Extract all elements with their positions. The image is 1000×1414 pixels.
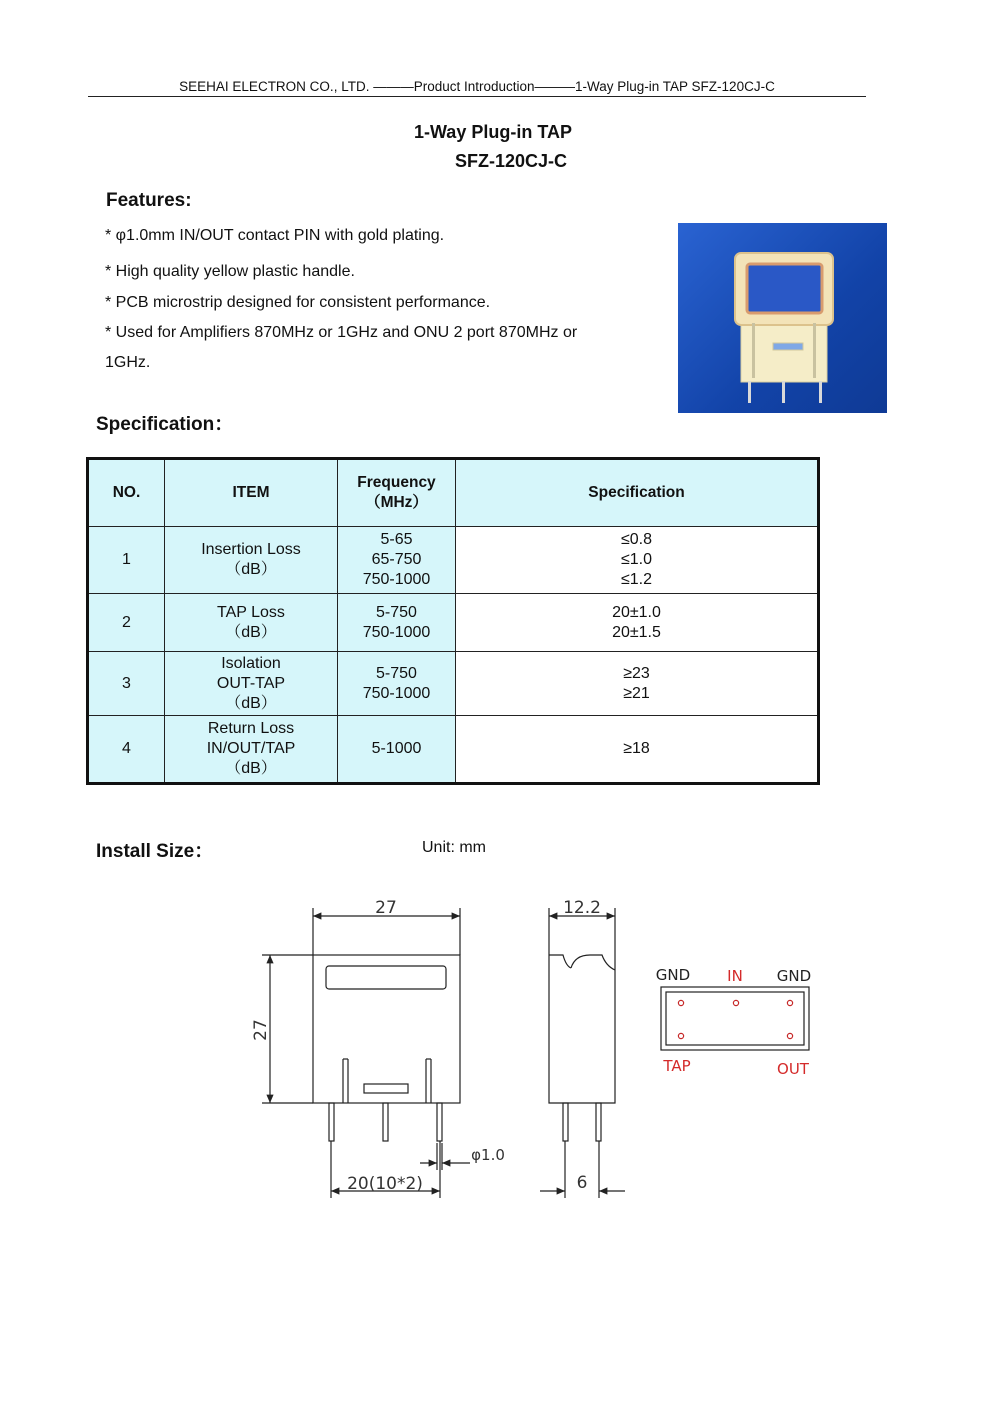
dim-height: 27	[251, 1019, 271, 1041]
pin-layout-inner	[666, 992, 804, 1045]
spec-line: ≥18	[623, 740, 650, 757]
cell-no: 3	[88, 652, 165, 716]
freq-line: 750-1000	[362, 684, 431, 702]
dim-pin-diameter: φ1.0	[471, 1146, 505, 1164]
spec-line: ≥21	[623, 684, 650, 702]
spec-line: ≤1.2	[620, 571, 653, 588]
item-line: Insertion Loss	[201, 541, 301, 558]
cell-no: 2	[88, 594, 165, 652]
pin-label-gnd-left: GND	[655, 966, 691, 984]
product-title: 1-Way Plug-in TAP	[413, 122, 572, 142]
install-size-heading: Install Size：	[96, 841, 214, 862]
item-line: OUT-TAP	[216, 674, 286, 692]
freq-line: 750-1000	[362, 623, 431, 641]
item-line: TAP Loss	[217, 603, 285, 621]
page-header: SEEHAI ELECTRON CO., LTD. ———Product Introduction———1-Way Plug-in TAP SFZ-120CJ-C	[88, 79, 866, 97]
dim-depth: 12.2	[563, 898, 601, 918]
item-line: （dB）	[225, 694, 277, 712]
feature-item: * φ1.0mm IN/OUT contact PIN with gold plating.	[105, 227, 445, 244]
item-line: （dB）	[225, 561, 277, 578]
freq-line: 5-750	[376, 603, 417, 621]
dim-pin-depth: 6	[576, 1173, 588, 1193]
front-view-label	[364, 1084, 408, 1093]
product-model: SFZ-120CJ-C	[454, 151, 568, 171]
front-pin	[437, 1103, 442, 1141]
freq-line: 5-65	[380, 531, 413, 548]
pin-in-dot	[733, 1000, 738, 1005]
header-frequency-unit: （MHz）	[365, 494, 428, 511]
specification-heading: Specification：	[96, 414, 234, 435]
freq-line: 5-1000	[371, 740, 422, 757]
side-view-body	[549, 955, 615, 1103]
dim-width: 27	[375, 898, 397, 918]
spec-line: 20±1.0	[612, 603, 661, 621]
side-pin	[596, 1103, 601, 1141]
spec-line: ≤0.8	[620, 531, 653, 548]
front-view-body	[313, 955, 460, 1103]
header-no: NO.	[88, 459, 165, 527]
cell-no: 1	[88, 527, 165, 594]
freq-line: 5-750	[376, 664, 417, 682]
freq-line: 750-1000	[362, 571, 431, 588]
pin-label-gnd-right: GND	[776, 967, 812, 985]
feature-item: * PCB microstrip designed for consistent performance.	[105, 294, 491, 311]
spec-line: ≥23	[623, 664, 650, 682]
pin-label-tap: TAP	[663, 1057, 691, 1075]
pin-label-in: IN	[727, 967, 743, 985]
front-pin	[329, 1103, 334, 1141]
front-pin	[383, 1103, 388, 1141]
freq-line: 65-750	[371, 551, 422, 568]
spec-line: ≤1.0	[620, 551, 653, 568]
features-heading: Features:	[106, 190, 192, 211]
pin-gnd-left-dot	[678, 1000, 683, 1005]
feature-item: * Used for Amplifiers 870MHz or 1GHz and ONU 2 port 870MHz or	[105, 324, 578, 341]
spec-line: 20±1.5	[612, 623, 661, 641]
side-pin	[563, 1103, 568, 1141]
cell-no: 4	[88, 716, 165, 784]
item-line: （dB）	[225, 760, 277, 777]
pin-label-out: OUT	[777, 1060, 809, 1078]
pin-tap-dot	[678, 1033, 683, 1038]
pin-gnd-right-dot	[787, 1000, 792, 1005]
item-line: （dB）	[225, 623, 277, 641]
pin-layout-outer	[661, 987, 809, 1050]
feature-item: 1GHz.	[105, 354, 151, 371]
dim-pin-spacing: 20(10*2)	[347, 1174, 423, 1194]
unit-label: Unit: mm	[422, 839, 486, 856]
item-line: Return Loss	[207, 720, 295, 737]
feature-item: * High quality yellow plastic handle.	[105, 263, 355, 280]
pin-out-dot	[787, 1033, 792, 1038]
header-frequency-label: Frequency	[357, 474, 436, 491]
item-line: IN/OUT/TAP	[206, 740, 296, 757]
item-line: Isolation	[221, 654, 281, 672]
header-item: ITEM	[165, 459, 338, 527]
header-specification: Specification	[456, 459, 819, 527]
front-view-handle	[326, 966, 446, 989]
